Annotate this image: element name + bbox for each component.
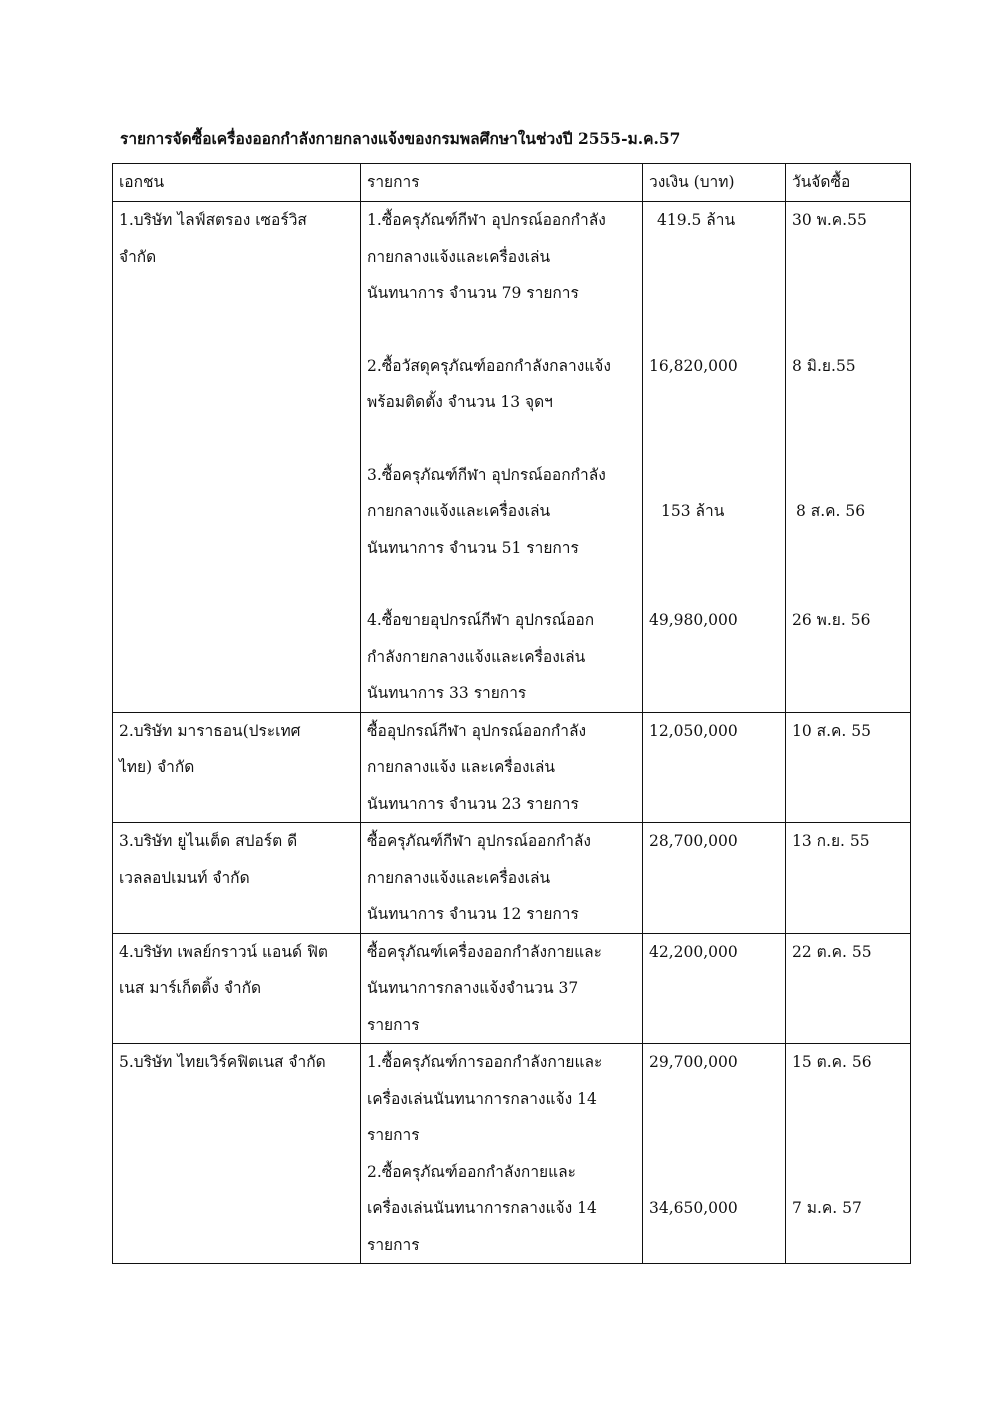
item-cell bbox=[361, 1044, 643, 1264]
table-header-row bbox=[113, 164, 911, 202]
amount-value: 34,650,000 bbox=[649, 1198, 738, 1217]
date-value: 7 ม.ค. 57 bbox=[792, 1198, 862, 1217]
date-value: 30 พ.ค.55 bbox=[792, 211, 867, 229]
company-cell: 4.บริษัท เพลย์กราวน์ แอนด์ ฟิต เนส มาร์เก็ตติ้ง จำกัด bbox=[113, 933, 361, 1044]
amount-cell: 28,700,000 bbox=[643, 823, 786, 934]
date-value: 8 ส.ค. 56 bbox=[796, 502, 866, 520]
procurement-table bbox=[112, 163, 911, 1264]
header-item: รายการ bbox=[361, 164, 643, 202]
document-title: รายการจัดซื้อเครื่องออกกำลังกายกลางแจ้งของกรมพลศึกษาในช่วงปี 2555-ม.ค.57 bbox=[120, 129, 681, 148]
table-row bbox=[113, 202, 911, 713]
company-cell: 2.บริษัท มาราธอน(ประเทศ ไทย) จำกัด bbox=[113, 712, 361, 823]
table-row bbox=[113, 823, 911, 934]
amount-value: 16,820,000 bbox=[649, 356, 738, 375]
company-cell: 5.บริษัท ไทยเวิร์คฟิตเนส จำกัด bbox=[113, 1044, 361, 1264]
item-cell: ซื้อครุภัณฑ์กีฬา อุปกรณ์ออกกำลัง กายกลางแจ้งและเครื่องเล่น นันทนาการ จำนวน 12 รายการ bbox=[361, 823, 643, 934]
table-row bbox=[113, 1044, 911, 1264]
header-amount: วงเงิน (บาท) bbox=[643, 164, 786, 202]
item-cell bbox=[361, 202, 643, 713]
date-value: 15 ต.ค. 56 bbox=[792, 1053, 872, 1071]
date-cell: 13 ก.ย. 55 bbox=[786, 823, 911, 934]
date-cell bbox=[786, 1044, 911, 1264]
company-cell: 1.บริษัท ไลฟ์สตรอง เซอร์วิส จำกัด bbox=[113, 202, 361, 713]
amount-value: 29,700,000 bbox=[649, 1053, 738, 1071]
header-date: วันจัดซื้อ bbox=[786, 164, 911, 202]
amount-cell bbox=[643, 202, 786, 713]
amount-value: 49,980,000 bbox=[649, 610, 738, 629]
item-text: 1.ซื้อครุภัณฑ์กีฬา อุปกรณ์ออกกำลัง กายกลางแจ้งและเครื่องเล่น นันทนาการ จำนวน 79 รายการ bbox=[367, 211, 606, 302]
amount-value: 153 ล้าน bbox=[661, 502, 725, 520]
amount-cell: 42,200,000 bbox=[643, 933, 786, 1044]
amount-cell bbox=[643, 1044, 786, 1264]
item-text: 4.ซื้อขายอุปกรณ์กีฬา อุปกรณ์ออก กำลังกายกลางแจ้งและเครื่องเล่น นันทนาการ 33 รายการ bbox=[367, 611, 595, 702]
item-text: 3.ซื้อครุภัณฑ์กีฬา อุปกรณ์ออกกำลัง กายกลางแจ้งและเครื่องเล่น นันทนาการ จำนวน 51 รายการ bbox=[367, 465, 606, 557]
amount-cell: 12,050,000 bbox=[643, 712, 786, 823]
table-row bbox=[113, 712, 911, 823]
item-cell: ซื้ออุปกรณ์กีฬา อุปกรณ์ออกกำลัง กายกลางแจ้ง และเครื่องเล่น นันทนาการ จำนวน 23 รายการ bbox=[361, 712, 643, 823]
date-cell: 10 ส.ค. 55 bbox=[786, 712, 911, 823]
item-text: 1.ซื้อครุภัณฑ์การออกกำลังกายและ เครื่องเล่นนันทนาการกลางแจ้ง 14 รายการ bbox=[367, 1053, 603, 1144]
amount-value: 419.5 ล้าน bbox=[657, 211, 736, 229]
item-text: 2.ซื้อครุภัณฑ์ออกกำลังกายและ เครื่องเล่นนันทนาการกลางแจ้ง 14 รายการ bbox=[367, 1162, 597, 1254]
date-cell bbox=[786, 202, 911, 713]
table-row bbox=[113, 933, 911, 1044]
company-cell: 3.บริษัท ยูไนเต็ด สปอร์ต ดี เวลลอปเมนท์ จำกัด bbox=[113, 823, 361, 934]
date-value: 26 พ.ย. 56 bbox=[792, 610, 871, 629]
item-cell: ซื้อครุภัณฑ์เครื่องออกกำลังกายและ นันทนาการกลางแจ้งจำนวน 37 รายการ bbox=[361, 933, 643, 1044]
date-cell: 22 ต.ค. 55 bbox=[786, 933, 911, 1044]
date-value: 8 มิ.ย.55 bbox=[792, 356, 856, 375]
header-company: เอกชน bbox=[113, 164, 361, 202]
item-text: 2.ซื้อวัสดุครุภัณฑ์ออกกำลังกลางแจ้ง พร้อมติดตั้ง จำนวน 13 จุดฯ bbox=[367, 356, 611, 411]
